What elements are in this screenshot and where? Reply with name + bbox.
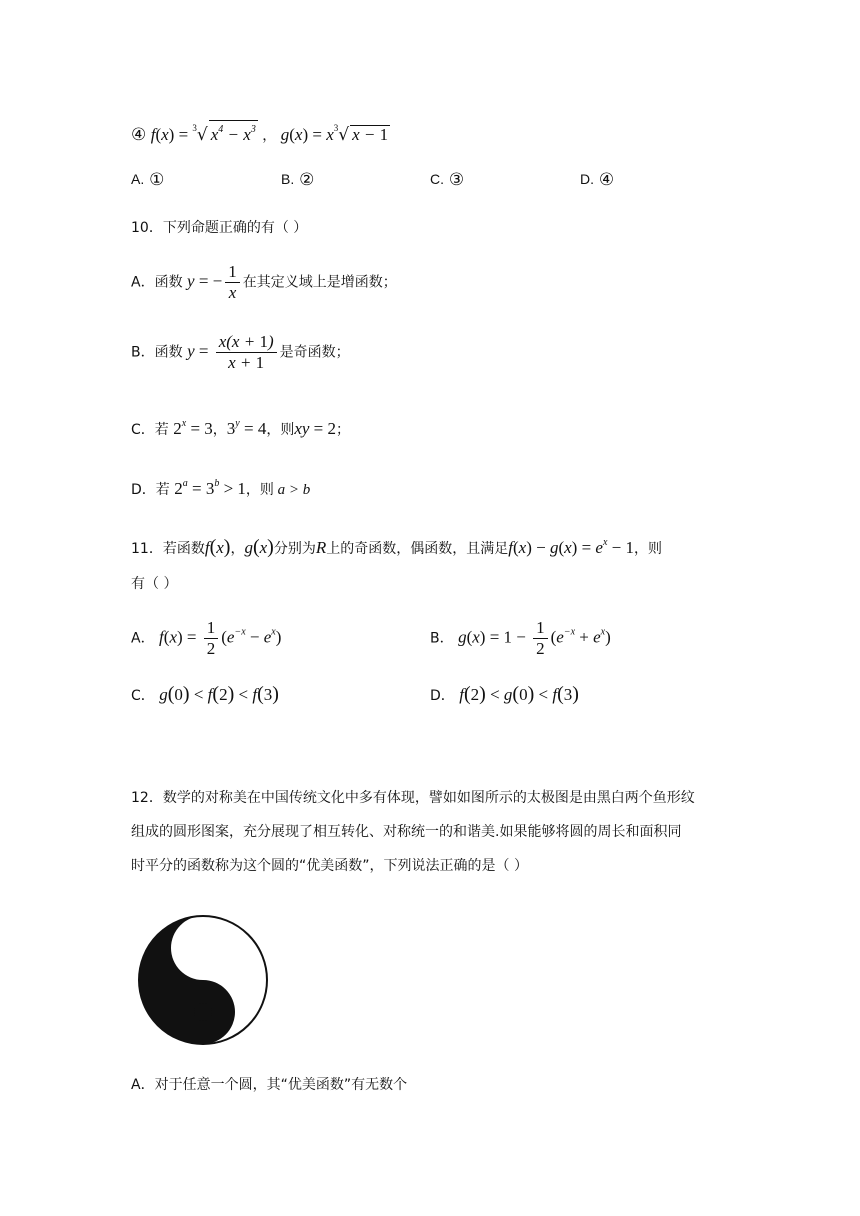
q12-stem-line1: 12．数学的对称美在中国传统文化中多有体现，譬如如图所示的太极图是由黑白两个鱼形纹 (131, 790, 695, 806)
option-value: ② (299, 170, 315, 190)
q11-option-b[interactable]: B． g(x) = 1 − $\frac{1}{2}$ $(e^{-x} + e^x)$ (430, 618, 611, 658)
taiji-diagram (136, 913, 270, 1047)
q11-option-c[interactable]: C． g(0) < f(2) < f(3) (131, 683, 279, 705)
item-marker: ④ (131, 125, 147, 145)
q11-stem-line1: 11．若函数f(x)，g(x)分别为R上的奇函数，偶函数，且满足$f(x) - g(x) = e^x - 1$，则 (131, 536, 662, 558)
option-value: ④ (598, 170, 615, 190)
option-value: ① (149, 170, 165, 190)
q9-option-c[interactable]: C. ③ (430, 170, 465, 190)
option-value: ③ (448, 170, 465, 190)
q9-option-d[interactable]: D. ④ (580, 170, 615, 190)
q12-stem-line3: 时平分的函数称为这个圆的“优美函数”，下列说法正确的是（ ） (131, 858, 528, 874)
q10-stem: 10．下列命题正确的有（ ） (131, 220, 308, 236)
q12-stem-line2: 组成的圆形图案，充分展现了相互转化、对称统一的和谐美.如果能够将圆的周长和面积同 (131, 824, 682, 840)
q9-item-4: ④ f(x) = $^3$√ $x^4 - x^3$ ， $g(x) = x^3√$ x − 1 (131, 118, 390, 146)
q10-option-b[interactable]: B．函数 y = $\frac{x(x + 1)}{x + 1}$ 是奇函数； (131, 332, 350, 372)
q12-option-a[interactable]: A．对于任意一个圆，其“优美函数”有无数个 (131, 1077, 408, 1093)
q9-option-b[interactable]: B. ② (281, 170, 315, 190)
q11-stem-line2: 有（ ） (131, 576, 178, 592)
q11-option-a[interactable]: A． f(x) = $\frac{1}{2}$ $(e^{-x} - e^x)$ (131, 618, 282, 658)
q10-option-d[interactable]: D．若 $2^a = 3^b > 1$，则 a > b (131, 478, 311, 498)
q9-option-a[interactable]: A. ① (131, 170, 165, 190)
comma: ， (262, 128, 277, 144)
q11-option-d[interactable]: D． f(2) < g(0) < f(3) (430, 683, 579, 705)
q10-option-c[interactable]: C．若 $2^x = 3$，$3^y = 4$，则xy = 2； (131, 418, 351, 438)
q10-option-a[interactable]: A．函数 y = − $\frac{1}{x}$ 在其定义域上是增函数； (131, 262, 397, 302)
f-name: f (150, 125, 156, 144)
g-name: g (280, 125, 290, 144)
